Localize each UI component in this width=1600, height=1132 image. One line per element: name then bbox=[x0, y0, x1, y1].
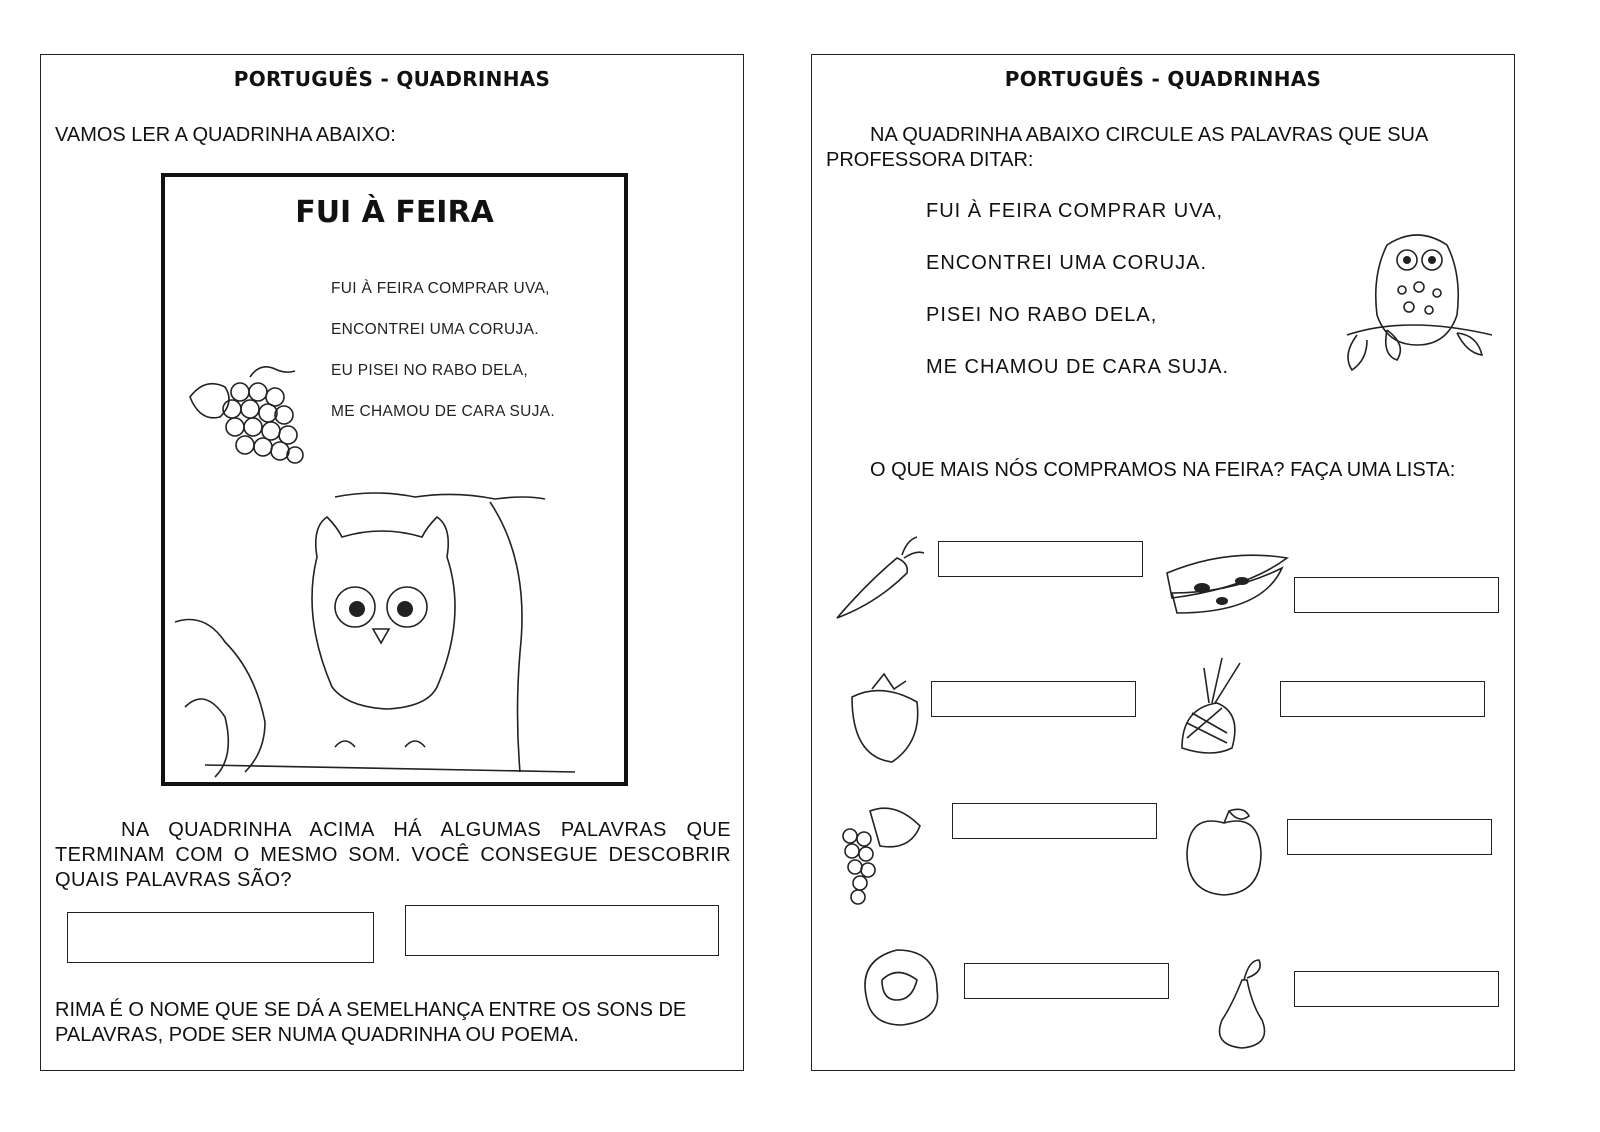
list-question: O QUE MAIS NÓS COMPRAMOS NA FEIRA? FAÇA UMA LISTA: bbox=[870, 459, 1456, 481]
poem-line: ME CHAMOU DE CARA SUJA. bbox=[926, 356, 1230, 378]
grapes-illustration bbox=[180, 357, 310, 487]
pineapple-answer-box[interactable] bbox=[1280, 681, 1485, 717]
apple-icon bbox=[1182, 805, 1272, 900]
right-page bbox=[811, 54, 1515, 1071]
banana-icon bbox=[1162, 543, 1302, 618]
poem-line: FUI À FEIRA COMPRAR UVA, bbox=[926, 200, 1223, 222]
grapes-icon bbox=[830, 791, 930, 911]
poem-line: ENCONTREI UMA CORUJA. bbox=[331, 321, 539, 338]
lettuce-answer-box[interactable] bbox=[964, 963, 1169, 999]
pineapple-icon bbox=[1167, 653, 1257, 763]
owl-illustration bbox=[1347, 225, 1497, 375]
answer-box-2[interactable] bbox=[405, 905, 719, 956]
poem-title: FUI À FEIRA bbox=[295, 195, 494, 230]
answer-box-1[interactable] bbox=[67, 912, 374, 963]
strawberry-icon bbox=[842, 667, 922, 762]
carrot-answer-box[interactable] bbox=[938, 541, 1143, 577]
strawberry-answer-box[interactable] bbox=[931, 681, 1136, 717]
poem-line: FUI À FEIRA COMPRAR UVA, bbox=[331, 280, 550, 297]
owl-on-branch-illustration bbox=[175, 477, 625, 777]
rhyme-question: NA QUADRINHA ACIMA HÁ ALGUMAS PALAVRAS QUE TERMINAM COM O MESMO SOM. VOCÊ CONSEGUE DESCOBRIR QUAIS PALAVRAS SÃO? bbox=[55, 819, 731, 891]
banana-answer-box[interactable] bbox=[1294, 577, 1499, 613]
poem-line: EU PISEI NO RABO DELA, bbox=[331, 362, 528, 379]
apple-answer-box[interactable] bbox=[1287, 819, 1492, 855]
grapes-answer-box[interactable] bbox=[952, 803, 1157, 839]
page-title: PORTUGUÊS - QUADRINHAS bbox=[1004, 67, 1322, 91]
poem-line: ENCONTREI UMA CORUJA. bbox=[926, 252, 1208, 274]
instruction: NA QUADRINHA ABAIXO CIRCULE AS PALAVRAS QUE SUA PROFESSORA DITAR: bbox=[826, 124, 1428, 171]
instruction: VAMOS LER A QUADRINHA ABAIXO: bbox=[55, 124, 396, 146]
poem-line: PISEI NO RABO DELA, bbox=[926, 304, 1158, 326]
poem-line: ME CHAMOU DE CARA SUJA. bbox=[331, 403, 555, 420]
pear-answer-box[interactable] bbox=[1294, 971, 1499, 1007]
poem-frame bbox=[161, 173, 628, 786]
lettuce-icon bbox=[857, 940, 947, 1030]
left-page bbox=[40, 54, 744, 1071]
rhyme-note: RIMA É O NOME QUE SE DÁ A SEMELHANÇA ENTRE OS SONS DE PALAVRAS, PODE SER NUMA QUADRINHA OU POEMA. bbox=[55, 999, 687, 1046]
page-title: PORTUGUÊS - QUADRINHAS bbox=[233, 67, 551, 91]
carrot-icon bbox=[832, 533, 932, 628]
pear-icon bbox=[1212, 955, 1282, 1050]
